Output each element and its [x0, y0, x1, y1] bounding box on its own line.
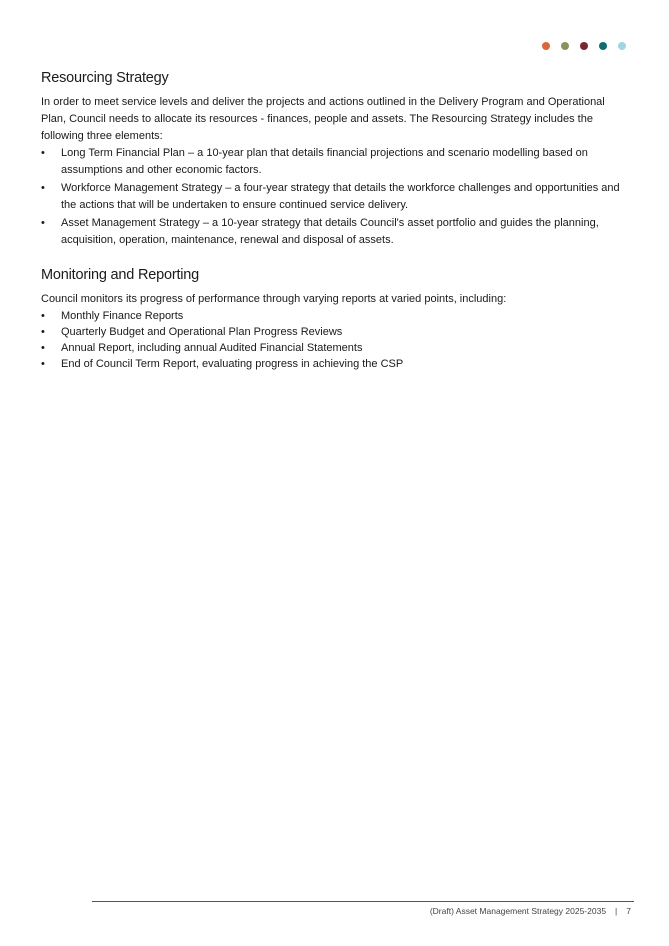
list-item-text: Quarterly Budget and Operational Plan Progress Reviews	[61, 326, 343, 338]
list-item: • Monthly Finance Reports	[41, 310, 184, 322]
list-item: • Long Term Financial Plan – a 10-year plan that details financial projections and scenario modelling based on assumptions and other economic factors.	[41, 147, 588, 176]
section-heading: Monitoring and Reporting	[41, 267, 200, 283]
page-content	[41, 70, 631, 372]
list-item: • Workforce Management Strategy – a four-year strategy that details the workforce challenges and opportunities and the actions that will be undertaken to ensure continued service delivery.	[41, 182, 620, 211]
maroon-dot	[580, 42, 588, 50]
list-item: • Annual Report, including annual Audited Financial Statements	[41, 342, 363, 354]
list-item-text: End of Council Term Report, evaluating progress in achieving the CSP	[61, 358, 404, 370]
list-item-text: Asset Management Strategy – a 10-year strategy that details Council's asset portfolio and guides the planning, acquisition, operation, maintenance, renewal and disposal of assets.	[61, 217, 599, 246]
bullet-list	[41, 145, 631, 249]
list-item-text: Monthly Finance Reports	[61, 310, 184, 322]
olive-dot	[561, 42, 569, 50]
section-intro: Council monitors its progress of performance through varying reports at varied points, including:	[41, 293, 507, 305]
section-heading: Resourcing Strategy	[41, 70, 169, 86]
list-item: • Asset Management Strategy – a 10-year strategy that details Council's asset portfolio and guides the planning, acquisition, operation, maintenance, renewal and disposal of assets.	[41, 217, 599, 246]
list-item: • End of Council Term Report, evaluating progress in achieving the CSP	[41, 358, 404, 370]
section-intro: In order to meet service levels and deliver the projects and actions outlined in the Delivery Program and Operational Plan, Council needs to allocate its resources - finances, people and assets. The Resourcing Strategy includes the following three elements:	[41, 96, 605, 142]
footer-separator: |	[615, 906, 618, 916]
list-item-text: Long Term Financial Plan – a 10-year plan that details financial projections and scenario modelling based on assumptions and other economic factors.	[61, 147, 588, 176]
teal-dot	[599, 42, 607, 50]
monitoring-reporting-section	[41, 267, 631, 372]
footer-doc-title: (Draft) Asset Management Strategy 2025-2035	[429, 906, 607, 916]
lightblue-dot	[618, 42, 626, 50]
list-item-text: Annual Report, including annual Audited Financial Statements	[61, 342, 363, 354]
page-number: 7	[626, 906, 631, 916]
resourcing-strategy-section	[41, 70, 631, 249]
page-footer	[430, 906, 631, 916]
bullet-list	[41, 308, 631, 372]
orange-dot	[542, 42, 550, 50]
list-item-text: Workforce Management Strategy – a four-year strategy that details the workforce challenges and opportunities and the actions that will be undertaken to ensure continued service delivery.	[61, 182, 620, 211]
footer-divider	[92, 901, 634, 902]
header-dots	[542, 42, 626, 50]
list-item: • Quarterly Budget and Operational Plan Progress Reviews	[41, 326, 343, 338]
